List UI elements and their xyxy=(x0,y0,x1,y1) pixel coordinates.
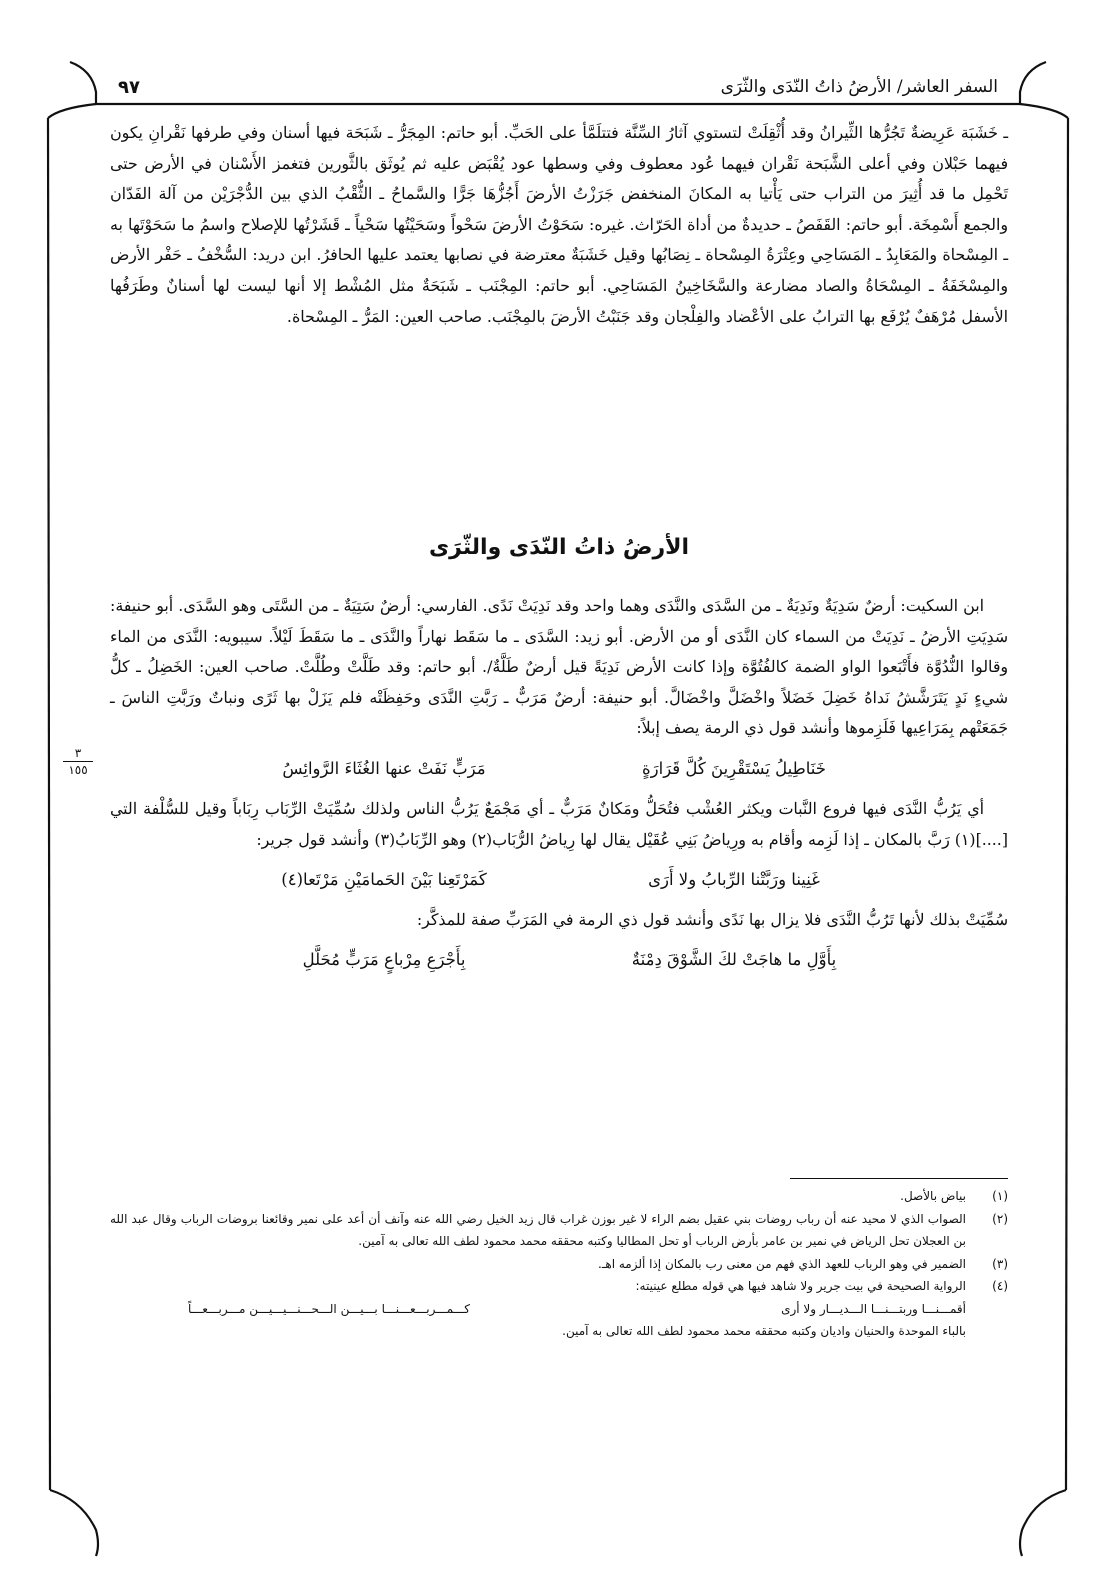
margin-reference xyxy=(52,746,104,777)
footnotes xyxy=(110,1185,1008,1343)
section-title: الأرضُ ذاتُ النّدَى والثّرَى xyxy=(428,535,690,560)
page-number: ٩٧ xyxy=(118,76,140,98)
footnote-tail: بالباء الموحدة والحنيان واديان وكتبه محققه محمد محمود لطف الله تعالى به آمين. xyxy=(562,1324,966,1338)
paragraph-1: ابن السكيت: أرضٌ سَدِيَةٌ ونَدِيَةٌ ـ من السَّدَى والنَّدَى وهما واحد وقد نَدِيَتْ نَدًى. الفارسي: أرضٌ سَتِيَةٌ ـ من السَّتَى وهو السَّدَى. أبو حنيفة: سَدِيَتِ الأرضُ ـ نَدِيَتْ من السماء كان النَّدَى أو من الأرض. أبو زيد: السَّدَى ـ ما سَقَط نهاراً والنَّدَى ـ ما سَقَطَ لَيْلاً. سيبويه: النَّدَى من الماء وقالوا النُّدُوَّة فأَتْبَعوا الواو الضمة كالفُتُوَّة وإذا كانت الأرض نَدِيَةً قيل أرضٌ طَلَّةٌ/. أبو حاتم: وقد طَلَّتْ وطُلَّتْ. صاحب العين: الخَضِلُ ـ كلُّ شيءٍ نَدٍ يَتَرَشَّشُ نَداهُ خَضِلَ خَضَلاً واخْضَلَّ واخْضَالَّ. أبو حنيفة: أرضٌ مَرَبٌّ ـ رَبَّتِ النَّدَى وحَفِظَتْه فلم يَزَلْ بها ثَرًى ونباتٌ ورَبَّتِ الناسَ ـ جَمَعَتْهم بِمَرَاعِيها فَلَزِموها وأنشد قول ذي الرمة يصف إبلاً: xyxy=(110,596,1008,738)
verse-1 xyxy=(110,744,1008,794)
top-paragraph: ـ خَشَبَة عَرِيضةٌ تَجُرُّها الثِّيرانُ وقد أُثْقِلَتْ لتستوي آثارُ السِّنَّة فتتلَمَّأ على الحَبِّ. أبو حاتم: المِجَرُّ ـ شَبَحَة فيها أسنان وفي طرفها نَقْرانِ يكون فيهما حَبْلان وفي أعلى الشَّبَحة نَقْران فيهما عُود معطوف وفي وسطها عود يُقْبَض عليه ثم يُوثَق بالثَّورين فتغمز الأَسْنان في الأرض حتى تَحْمِل ما قد أُثِيرَ من التراب حتى يَأْتيا به المكانَ المنخفض جَرَزْتُ الأرضَ أَجُزُّهَا جَرًّا والسَّماحُ ـ الثُّقْبُ الذي بين الدُّجْرَيْن من آلة الفَدّان والجمع أَسْمِخَة. أبو حاتم: القَفَصُ ـ حديدةٌ من أداة الحَرّاث. غيره: سَحَوْتُ الأرضَ سَحْواً وسَحَيْتُها سَحْياً ـ قَشَرْتُها للإصلاح واسمُ ما سَحَوْتَها به ـ المِسْحاة والمَعَابِدُ ـ المَسَاحِي وعِتْرَةُ المِسْحاة ـ نِصَابُها وقيل خَشَبَةٌ معترضة في نصابها يعتمد عليها الحافرُ. ابن دريد: السُّخْفُ ـ حَفْر الأرض والمِسْخَفَةُ ـ المِسْحَاةُ والصاد مضارعة والسَّخَاخِينُ المَسَاحِي. أبو حاتم: المِجْنَب ـ شَبَحَةٌ مثل المُشْط إلا أنها ليست لها أسنانٌ وطَرَفُها الأسفل مُرْهَفٌ يُرْفَع بها الترابُ على الأعْضاد والفِلْجان وقد جَنَبْتُ الأرضَ بالمِجْنَب. صاحب العين: المَرُّ ـ المِسْحاة. xyxy=(110,123,1008,326)
footnote-text: بياض بالأصل. xyxy=(900,1189,966,1203)
verse-3 xyxy=(110,936,1008,986)
footnote-number: (١) xyxy=(992,1189,1008,1203)
verse-2-first: غَنِينا ورَبَّتْنا الرِّبابُ ولا أَرَى xyxy=(648,869,820,889)
running-head xyxy=(118,72,998,102)
footnote-text: الرواية الصحيحة في بيت جرير ولا شاهد فيها هي قوله مطلع عينيته: xyxy=(635,1279,966,1293)
footnote-text: الصواب الذي لا محيد عنه أن رباب روضات بني عقيل بضم الراء لا غير بوزن غراب قال زيد الخيل رضي الله عنه وآنف أن أعد على نمير وقائعنا بروضات الرباب وقال عبد الله بن العجلان تحل الرياض في نمير بن عامر بأرض الرباب أو تحل المطاليا وكتبه محققه محمد محمود لطف الله تعالى به آمين. xyxy=(110,1211,966,1248)
footnote-text: الضمير في وهو الرباب للعهد الذي فهم من معنى رب بالمكان إذا ألزمه اهـ. xyxy=(598,1256,966,1271)
footnote-item xyxy=(110,1253,1008,1276)
footnote-number: (٤) xyxy=(992,1279,1008,1293)
footnote-verse-first: أقمـــنـــا وربتـــنـــا الـــديـــار ولا أرى xyxy=(781,1301,966,1316)
footnote-verse xyxy=(110,1298,966,1321)
footnote-number: (٢) xyxy=(992,1211,1008,1226)
verse-3-first: بِأَوَّلِ ما هاجَتْ لكَ الشَّوْقَ دِمْنَةٌ xyxy=(631,950,837,970)
footnote-rule xyxy=(790,1178,1008,1179)
verse-2-second: كَمَرْتَعِنا بَيْنَ الحَمامَيْنِ مَرْتَعا(٤) xyxy=(281,869,487,889)
margin-ref-bottom: ١٥٥ xyxy=(68,763,88,777)
margin-ref-top: ٣ xyxy=(74,746,82,760)
verse-2 xyxy=(110,855,1008,905)
footnote-verse-second: كـــمـــربـــعـــنـــا بـــيـــن الـــحـــنـــيـــيـــن مـــربـــعـــاً xyxy=(188,1301,470,1316)
paragraph-2: أي يَرُبُّ النَّدَى فيها فروع النَّبات ويكثر العُشْب فتُحَلُّ ومَكانٌ مَرَبٌّ ـ أي مَجْمَعٌ يَرُبُّ الناس ولذلك سُمِّيَتْ الرِّبَاب رِبَاباً وقيل للسُّلْفة التي [....](١) رَبَّ بالمكان ـ إذا لَزِمه وأقام به ورِياضُ بَنِي عُقَيْل يقال لها رِياضُ الرُّبَاب(٢) وهو الرِّبَابُ(٣) وأنشد قول جرير: xyxy=(110,798,1008,849)
footnote-item xyxy=(110,1185,1008,1208)
verse-3-second: بِأَجْرَعِ مِرْباعٍ مَرَبٍّ مُحَلَّلِ xyxy=(302,950,466,970)
margin-ref-divider xyxy=(63,761,93,762)
running-title: السفر العاشر/ الأرضُ ذاتُ النّدَى والثّرَى xyxy=(720,77,998,97)
footnote-number: (٣) xyxy=(992,1256,1008,1271)
footnote-item xyxy=(110,1275,1008,1298)
footnote-item xyxy=(110,1208,1008,1253)
paragraph-3: سُمِّيَتْ بذلك لأنها تَرُبُّ النَّدَى فلا يزال بها نَدًى وأنشد قول ذي الرمة في المَرَبِّ صفة للمذكَّر: xyxy=(416,910,1008,930)
top-text-block xyxy=(110,118,1008,332)
verse-1-first: خَنَاطِيلُ يَسْتَقْرِينَ كُلَّ قَرَارَةٍ xyxy=(642,758,826,778)
verse-1-second: مَرَبٍّ نَفَتْ عنها الغُثَاءَ الرَّوائِسُ xyxy=(282,758,486,778)
section-body xyxy=(110,591,1008,986)
